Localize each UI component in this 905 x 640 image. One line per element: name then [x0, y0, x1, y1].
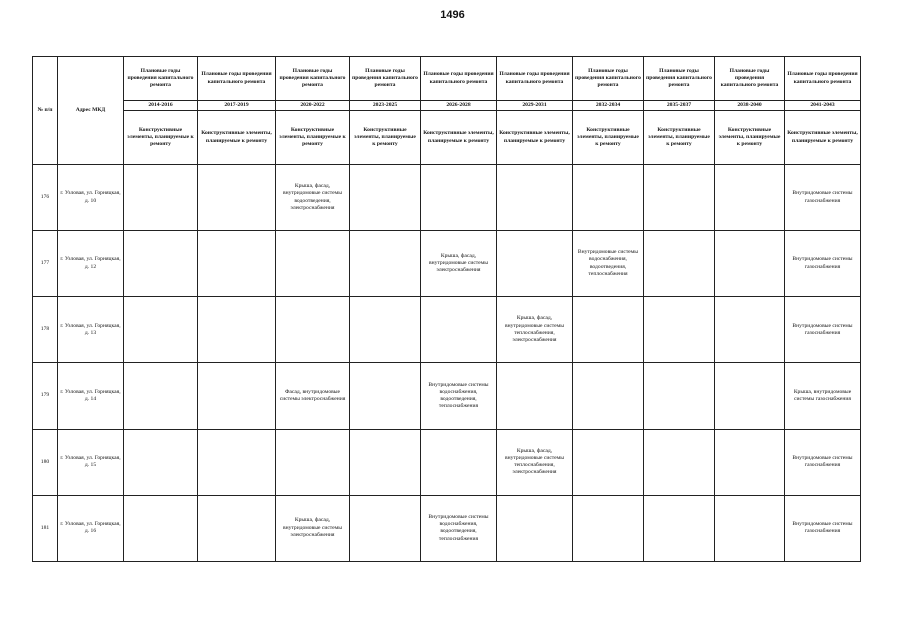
header-period-years: 2014-2016 — [124, 101, 198, 111]
header-period-title: Плановые годы проведения капитального ремонта — [276, 57, 350, 101]
repair-elements-cell — [573, 495, 644, 561]
header-period-elements: Конструктивные элементы, планируемые к ремонту — [497, 111, 573, 165]
row-address: г. Узловая, ул. Горняцкая, д. 16 — [58, 495, 124, 561]
repair-elements-cell — [198, 297, 276, 363]
header-period-elements: Конструктивные элементы, планируемые к ремонту — [644, 111, 715, 165]
header-period-title: Плановые годы проведения капитального ремонта — [785, 57, 861, 101]
header-period-title: Плановые годы проведения капитального ремонта — [644, 57, 715, 101]
header-period-years: 2032-2034 — [573, 101, 644, 111]
repair-elements-cell: Фасад, внутридомовые системы электроснабжения — [276, 363, 350, 429]
page-number: 1496 — [440, 9, 465, 21]
row-number: 181 — [33, 495, 58, 561]
repair-elements-cell: Крыша, внутридомовые системы газоснабжения — [785, 363, 861, 429]
repair-elements-cell: Внутридомовые системы газоснабжения — [785, 495, 861, 561]
repair-elements-cell — [350, 495, 421, 561]
repair-elements-cell — [644, 495, 715, 561]
repair-elements-cell — [350, 231, 421, 297]
repair-elements-cell — [124, 231, 198, 297]
header-period-title: Плановые годы проведения капитального ремонта — [421, 57, 497, 101]
repair-elements-cell: Внутридомовые системы газоснабжения — [785, 231, 861, 297]
repair-elements-cell — [573, 363, 644, 429]
header-number: № п/п — [33, 57, 58, 165]
row-number: 178 — [33, 297, 58, 363]
repair-elements-cell — [350, 297, 421, 363]
table-row — [33, 495, 861, 561]
header-period-years: 2017-2019 — [198, 101, 276, 111]
row-number: 179 — [33, 363, 58, 429]
repair-elements-cell — [124, 495, 198, 561]
repair-elements-cell: Крыша, фасад, внутридомовые системы водоотведения, электроснабжения — [276, 165, 350, 231]
header-period-title: Плановые годы проведения капитального ремонта — [350, 57, 421, 101]
header-period-elements: Конструктивные элементы, планируемые к ремонту — [276, 111, 350, 165]
header-period-title: Плановые годы проведения капитального ремонта — [198, 57, 276, 101]
repair-elements-cell — [421, 165, 497, 231]
header-period-elements: Конструктивные элементы, планируемые к ремонту — [573, 111, 644, 165]
table-row — [33, 429, 861, 495]
header-period-elements: Конструктивные элементы, планируемые к ремонту — [785, 111, 861, 165]
repair-elements-cell — [644, 165, 715, 231]
header-period-years: 2035-2037 — [644, 101, 715, 111]
header-period-years: 2038-2040 — [715, 101, 785, 111]
header-period-years: 2023-2025 — [350, 101, 421, 111]
header-period-years: 2029-2031 — [497, 101, 573, 111]
table-row — [33, 363, 861, 429]
repair-elements-cell — [573, 297, 644, 363]
table-row — [33, 297, 861, 363]
repair-elements-cell — [497, 231, 573, 297]
repair-elements-cell — [715, 297, 785, 363]
repair-elements-cell — [497, 495, 573, 561]
repair-elements-cell — [198, 495, 276, 561]
repair-elements-cell: Внутридомовые системы газоснабжения — [785, 165, 861, 231]
header-period-title: Плановые годы проведения капитального ремонта — [124, 57, 198, 101]
repair-elements-cell — [198, 429, 276, 495]
row-number: 176 — [33, 165, 58, 231]
repair-elements-cell: Внутридомовые системы водоснабжения, водоотведения, теплоснабжения — [573, 231, 644, 297]
repair-elements-cell: Внутридомовые системы газоснабжения — [785, 429, 861, 495]
repair-elements-cell — [644, 429, 715, 495]
repair-elements-cell — [276, 429, 350, 495]
header-period-title: Плановые годы проведения капитального ремонта — [715, 57, 785, 101]
repair-elements-cell — [276, 297, 350, 363]
header-period-title: Плановые годы проведения капитального ремонта — [497, 57, 573, 101]
repair-elements-cell: Внутридомовые системы водоснабжения, водоотведения, теплоснабжения — [421, 363, 497, 429]
header-period-elements: Конструктивные элементы, планируемые к ремонту — [715, 111, 785, 165]
repair-elements-cell — [421, 297, 497, 363]
repair-elements-cell — [421, 429, 497, 495]
row-address: г. Узловая, ул. Горняцкая, д. 14 — [58, 363, 124, 429]
table-row — [33, 165, 861, 231]
repair-elements-cell — [124, 363, 198, 429]
repair-elements-cell — [198, 231, 276, 297]
header-period-elements: Конструктивные элементы, планируемые к ремонту — [124, 111, 198, 165]
repair-elements-cell: Крыша, фасад, внутридомовые системы теплоснабжения, электроснабжения — [497, 297, 573, 363]
repair-elements-cell — [124, 297, 198, 363]
repair-elements-cell — [644, 297, 715, 363]
repair-elements-cell — [497, 363, 573, 429]
header-address: Адрес МКД — [58, 57, 124, 165]
repair-elements-cell — [350, 429, 421, 495]
repair-elements-cell — [715, 165, 785, 231]
capital-repair-plan-table — [32, 56, 861, 562]
header-period-years: 2041-2043 — [785, 101, 861, 111]
repair-elements-cell — [573, 429, 644, 495]
row-address: г. Узловая, ул. Горняцкая, д. 13 — [58, 297, 124, 363]
repair-elements-cell — [644, 231, 715, 297]
row-address: г. Узловая, ул. Горняцкая, д. 12 — [58, 231, 124, 297]
repair-elements-cell: Крыша, фасад, внутридомовые системы теплоснабжения, электроснабжения — [497, 429, 573, 495]
repair-elements-cell — [715, 363, 785, 429]
repair-elements-cell — [715, 429, 785, 495]
repair-elements-cell — [124, 429, 198, 495]
repair-elements-cell: Крыша, фасад, внутридомовые системы электроснабжения — [421, 231, 497, 297]
repair-elements-cell — [350, 165, 421, 231]
row-number: 177 — [33, 231, 58, 297]
header-period-title: Плановые годы проведения капитального ремонта — [573, 57, 644, 101]
repair-elements-cell — [198, 363, 276, 429]
repair-elements-cell — [573, 165, 644, 231]
repair-elements-cell — [276, 231, 350, 297]
table-row — [33, 231, 861, 297]
row-address: г. Узловая, ул. Горняцкая, д. 10 — [58, 165, 124, 231]
row-address: г. Узловая, ул. Горняцкая, д. 15 — [58, 429, 124, 495]
repair-elements-cell — [644, 363, 715, 429]
repair-elements-cell — [124, 165, 198, 231]
repair-elements-cell — [715, 495, 785, 561]
repair-elements-cell — [715, 231, 785, 297]
repair-elements-cell: Крыша, фасад, внутридомовые системы электроснабжения — [276, 495, 350, 561]
header-period-elements: Конструктивные элементы, планируемые к ремонту — [421, 111, 497, 165]
repair-elements-cell: Внутридомовые системы водоснабжения, водоотведения, теплоснабжения — [421, 495, 497, 561]
header-period-years: 2026-2028 — [421, 101, 497, 111]
row-number: 180 — [33, 429, 58, 495]
header-period-elements: Конструктивные элементы, планируемые к ремонту — [350, 111, 421, 165]
repair-elements-cell — [198, 165, 276, 231]
repair-elements-cell: Внутридомовые системы газоснабжения — [785, 297, 861, 363]
repair-elements-cell — [350, 363, 421, 429]
repair-elements-cell — [497, 165, 573, 231]
header-period-years: 2020-2022 — [276, 101, 350, 111]
header-period-elements: Конструктивные элементы, планируемые к ремонту — [198, 111, 276, 165]
